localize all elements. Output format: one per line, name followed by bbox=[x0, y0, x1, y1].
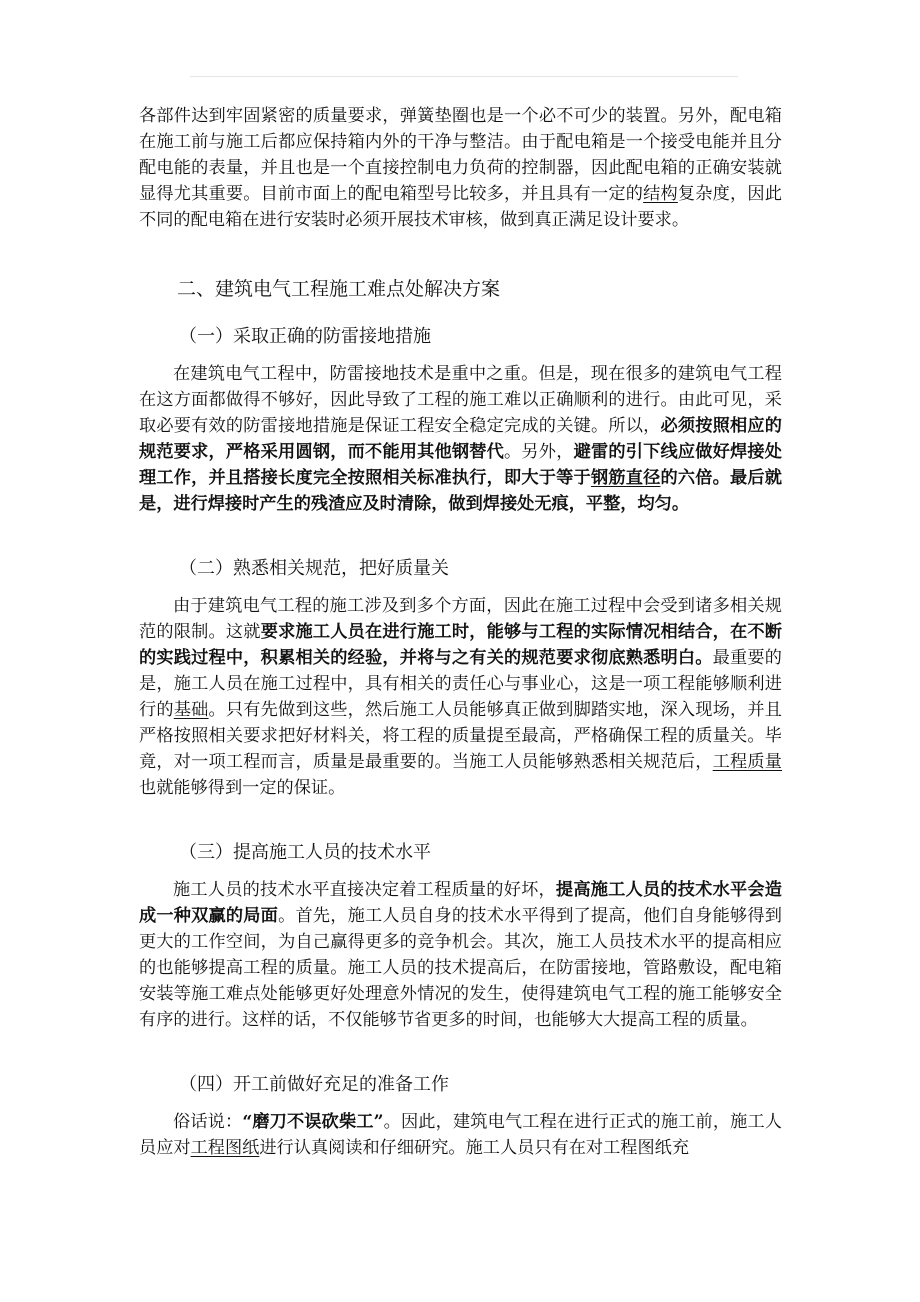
text-run: 。只有先做到这些，然后施工人员能够真正做到脚踏实地，深入现场，并且严格按照相关要求把好材料关，将工程的质量提至最高，严格确保工程的质量关。毕竟，对一项工程而言，质量是最重要的。当施工人员能够熟悉相关规范后， bbox=[139, 700, 782, 772]
text-run: 结构 bbox=[643, 184, 678, 204]
text-run: 最后就是，进行焊接时产生的残渣应及时清除，做到焊接处无痕，平整，均匀。 bbox=[139, 468, 782, 514]
header-rule bbox=[190, 76, 738, 77]
text-run: “磨刀不误砍柴工” bbox=[242, 1112, 384, 1132]
paragraph-technical-level bbox=[139, 877, 782, 1033]
paragraph-lightning-grounding bbox=[139, 361, 782, 517]
text-run: 施工人员的技术水平直接决定着工程质量的好坏， bbox=[173, 880, 556, 900]
text-run: 。因此，建筑电气工程在进行正式的施工前，施工人员应对 bbox=[139, 1112, 782, 1158]
text-run: 各部件达到牢固紧密的质量要求，弹簧垫圈也是一个必不可少的装置。另外，配电箱在施工前与施工后都应保持箱内外的干净与整洁。由于配电箱是一个接受电能并且分配电能的表量，并且也是一个直接控制电力负荷的控制器，因此配电箱的正确安装就显得尤其重要。目前市面上的配电箱型号比较多，并且具有一定的 bbox=[139, 106, 782, 204]
subsection-title-3: （三）提高施工人员的技术水平 bbox=[179, 842, 431, 863]
text-run: 要求施工人员在进行施工时，能够与工程的实际情况相结合，在不断的实践过程中，积累相关的经验，并将与之有关的规范要求彻底熟悉明白。 bbox=[139, 622, 782, 668]
document-body bbox=[139, 103, 782, 1161]
paragraph-intro bbox=[139, 103, 782, 233]
text-run: 也就能够得到一定的保证。 bbox=[139, 778, 346, 798]
subsection-title-1: （一）采取正确的防雷接地措施 bbox=[179, 326, 431, 347]
text-run: 在建筑电气工程中，防雷接地技术是重中之重。但是，现在很多的建筑电气工程在这方面都做得不够好，因此导致了工程的施工难以正确顺利的进行。由此可见，采取必要有效的防雷接地措施是保证工程安全稳定完成的关键。所以， bbox=[139, 364, 782, 436]
text-run: 进行认真阅读和仔细研究。施工人员只有在对工程图纸充 bbox=[259, 1138, 690, 1158]
text-run: 。另外， bbox=[504, 442, 574, 462]
text-run: 最重要的是，施工人员在施工过程中，具有相关的责任心与事业心，这是一项工程能够顺利进行的 bbox=[139, 648, 782, 720]
text-run: 复杂度，因此不同的配电箱在进行安装时必须开展技术审核，做到真正满足设计要求。 bbox=[139, 184, 782, 230]
text-run: 避雷的引下线应做好焊接处理工作，并且搭接长度完全按照相关标准执行，即大于等于 bbox=[139, 442, 782, 488]
text-run: 由于建筑电气工程的施工涉及到多个方面，因此在施工过程中会受到诸多相关规范的限制。这就 bbox=[139, 596, 782, 642]
text-run: 钢筋直径 bbox=[590, 468, 661, 488]
text-run: 工程质量 bbox=[712, 752, 782, 772]
text-run: 必须按照相应的规范要求，严格采用圆钢，而不能用其他钢替代 bbox=[139, 416, 782, 462]
footer-watermark bbox=[442, 1218, 478, 1228]
paragraph-preparation bbox=[139, 1109, 782, 1161]
section-heading: 二、建筑电气工程施工难点处解决方案 bbox=[177, 278, 501, 300]
text-run: 俗话说： bbox=[173, 1112, 243, 1132]
text-run: 工程图纸 bbox=[190, 1138, 260, 1158]
subsection-title-2: （二）熟悉相关规范，把好质量关 bbox=[179, 558, 449, 579]
text-run: 的六倍。 bbox=[660, 468, 730, 488]
text-run: 基础 bbox=[173, 700, 209, 720]
text-run: 提高施工人员的技术水平会造成一种双赢的局面 bbox=[139, 880, 782, 926]
text-run: 。首先，施工人员自身的技术水平得到了提高，他们自身能够得到更大的工作空间，为自己赢得更多的竞争机会。其次，施工人员技术水平的提高相应的也能够提高工程的质量。施工人员的技术提高后，在防雷接地，管路敷设，配电箱安装等施工难点处能够更好处理意外情况的发生，使得建筑电气工程的施工能够安全有序的进行。这样的话，不仅能够节省更多的时间，也能够大大提高工程的质量。 bbox=[139, 906, 782, 1030]
paragraph-standards bbox=[139, 593, 782, 801]
subsection-title-4: （四）开工前做好充足的准备工作 bbox=[179, 1074, 449, 1095]
